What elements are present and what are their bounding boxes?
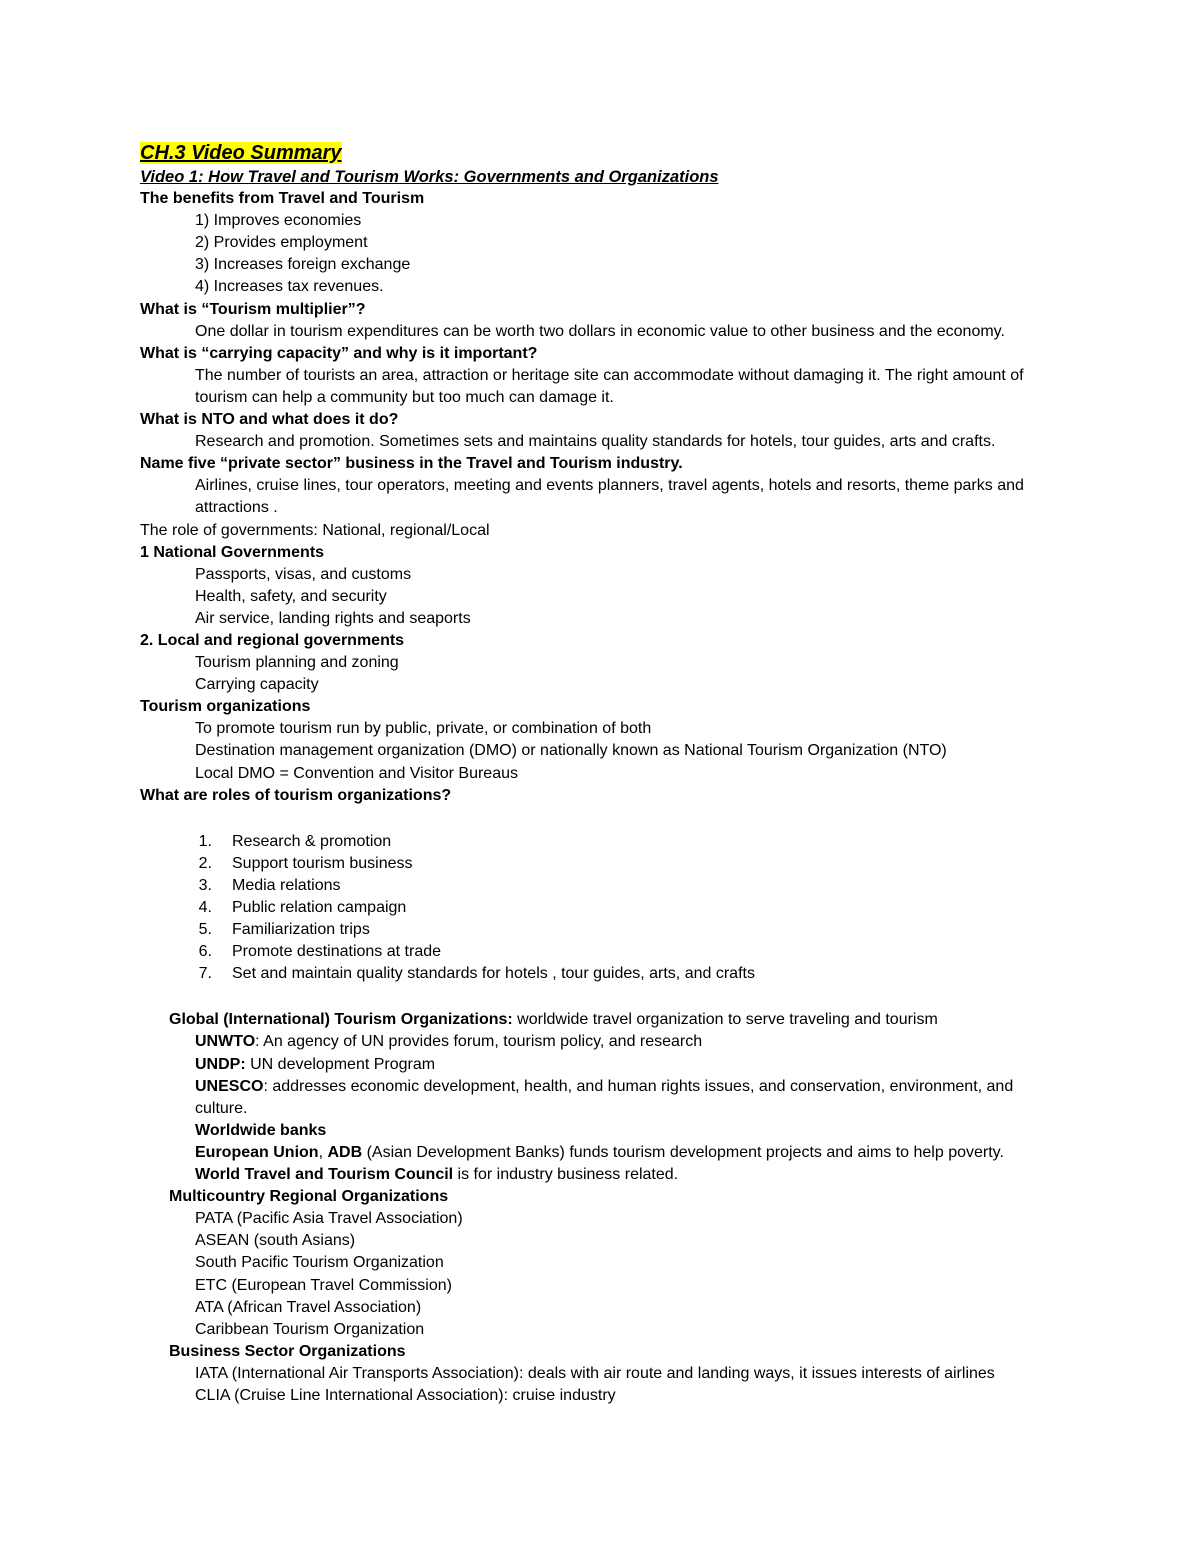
business-item: CLIA (Cruise Line International Association): cruise industry bbox=[195, 1386, 616, 1404]
national-item: Health, safety, and security bbox=[195, 587, 387, 605]
list-text: Media relations bbox=[232, 876, 341, 894]
answer-private-sector: Airlines, cruise lines, tour operators, meeting and events planners, travel agents, hotels and resorts, theme parks and attractions . bbox=[195, 477, 1024, 517]
roles-list bbox=[140, 831, 1070, 986]
list-text: Support tourism business bbox=[232, 854, 413, 872]
benefits-heading: The benefits from Travel and Tourism bbox=[140, 190, 425, 208]
list-text: Familiarization trips bbox=[232, 921, 370, 939]
list-text: Public relation campaign bbox=[232, 899, 407, 916]
list-item bbox=[140, 941, 1070, 963]
list-item bbox=[140, 897, 1070, 919]
eu-label: European Union bbox=[195, 1143, 319, 1161]
unwto-label: UNWTO bbox=[195, 1033, 256, 1051]
list-number: 1. bbox=[198, 832, 212, 850]
organization-item: Destination management organization (DMO) or nationally known as National Tourism Organization (NTO) bbox=[195, 742, 947, 760]
national-governments-heading: 1 National Governments bbox=[140, 543, 325, 561]
answer-tourism-multiplier: One dollar in tourism expenditures can be worth two dollars in economic value to other business and the economy. bbox=[195, 322, 1005, 340]
list-number: 2. bbox=[198, 854, 212, 872]
answer-nto: Research and promotion. Sometimes sets and maintains quality standards for hotels, tour guides, arts and crafts. bbox=[195, 433, 996, 451]
unesco-label: UNESCO bbox=[195, 1077, 264, 1095]
unwto-text: : An agency of UN provides forum, tourism policy, and research bbox=[255, 1033, 703, 1051]
wttc-line bbox=[140, 1164, 1070, 1186]
answer-carrying-capacity: The number of tourists an area, attraction or heritage site can accommodate without damaging it. The right amount of tourism can help a community but too much can damage it. bbox=[195, 366, 1024, 406]
question-private-sector: Name five “private sector” business in the Travel and Tourism industry. bbox=[140, 455, 683, 473]
document-content bbox=[140, 140, 1070, 1407]
list-item bbox=[140, 919, 1070, 941]
benefit-item: 3) Increases foreign exchange bbox=[195, 256, 411, 274]
undp-line bbox=[140, 1054, 1070, 1076]
multicountry-item: PATA (Pacific Asia Travel Association) bbox=[195, 1210, 463, 1228]
multicountry-item: ETC (European Travel Commission) bbox=[195, 1276, 452, 1294]
global-organizations-line bbox=[140, 1009, 1070, 1031]
list-text: Promote destinations at trade bbox=[232, 943, 442, 961]
adb-text: (Asian Development Banks) funds tourism development projects and aims to help poverty. bbox=[362, 1143, 1004, 1161]
page-title: CH.3 Video Summary bbox=[140, 142, 342, 164]
list-number: 5. bbox=[198, 921, 212, 939]
list-text: Set and maintain quality standards for hotels , tour guides, arts, and crafts bbox=[232, 965, 755, 983]
list-number: 4. bbox=[198, 899, 212, 916]
undp-text: UN development Program bbox=[245, 1055, 436, 1073]
national-item: Air service, landing rights and seaports bbox=[195, 609, 471, 627]
local-item: Tourism planning and zoning bbox=[195, 654, 399, 672]
benefit-item: 2) Provides employment bbox=[195, 234, 368, 252]
tourism-organizations-heading: Tourism organizations bbox=[140, 698, 311, 716]
list-item bbox=[140, 831, 1070, 853]
national-item: Passports, visas, and customs bbox=[195, 565, 412, 583]
benefit-item: 4) Increases tax revenues. bbox=[195, 278, 384, 296]
question-nto: What is NTO and what does it do? bbox=[140, 411, 399, 429]
unesco-text: : addresses economic development, health, and human rights issues, and conservation, environment, and culture. bbox=[195, 1077, 1014, 1117]
list-item bbox=[140, 963, 1070, 985]
business-item: IATA (International Air Transports Association): deals with air route and landing ways, it issues interests of airlines bbox=[195, 1364, 995, 1382]
multicountry-heading: Multicountry Regional Organizations bbox=[169, 1188, 449, 1206]
adb-label: ADB bbox=[327, 1143, 363, 1161]
question-carrying-capacity: What is “carrying capacity” and why is it important? bbox=[140, 344, 538, 362]
question-tourism-multiplier: What is “Tourism multiplier”? bbox=[140, 300, 366, 318]
worldwide-banks-heading: Worldwide banks bbox=[195, 1121, 327, 1139]
benefit-item: 1) Improves economies bbox=[195, 212, 362, 230]
global-organizations-heading: Global (International) Tourism Organizations: bbox=[169, 1011, 513, 1029]
list-number: 6. bbox=[198, 943, 212, 961]
list-item bbox=[140, 875, 1070, 897]
list-text: Research & promotion bbox=[232, 832, 392, 850]
eu-adb-line bbox=[140, 1142, 1070, 1164]
list-number: 3. bbox=[198, 876, 212, 894]
list-item bbox=[140, 853, 1070, 875]
undp-label: UNDP: bbox=[195, 1055, 246, 1073]
organization-item: Local DMO = Convention and Visitor Bureaus bbox=[195, 764, 518, 782]
unwto-line bbox=[140, 1031, 1070, 1053]
video-subtitle: Video 1: How Travel and Tourism Works: Governments and Organizations bbox=[140, 168, 719, 186]
multicountry-item: Caribbean Tourism Organization bbox=[195, 1320, 425, 1338]
roles-question: What are roles of tourism organizations? bbox=[140, 786, 452, 804]
eu-separator: , bbox=[318, 1143, 328, 1161]
global-organizations-desc: worldwide travel organization to serve traveling and tourism bbox=[512, 1011, 938, 1029]
unesco-line bbox=[140, 1076, 1070, 1120]
list-number: 7. bbox=[198, 965, 212, 983]
wttc-label: World Travel and Tourism Council bbox=[195, 1166, 454, 1184]
organization-item: To promote tourism run by public, private, or combination of both bbox=[195, 720, 652, 738]
local-item: Carrying capacity bbox=[195, 676, 319, 694]
local-governments-heading: 2. Local and regional governments bbox=[140, 631, 405, 649]
multicountry-item: ATA (African Travel Association) bbox=[195, 1298, 422, 1316]
wttc-text: is for industry business related. bbox=[453, 1166, 679, 1184]
multicountry-item: ASEAN (south Asians) bbox=[195, 1232, 356, 1250]
government-roles-intro: The role of governments: National, regional/Local bbox=[140, 521, 490, 539]
business-sector-heading: Business Sector Organizations bbox=[169, 1342, 406, 1360]
multicountry-item: South Pacific Tourism Organization bbox=[195, 1254, 444, 1272]
